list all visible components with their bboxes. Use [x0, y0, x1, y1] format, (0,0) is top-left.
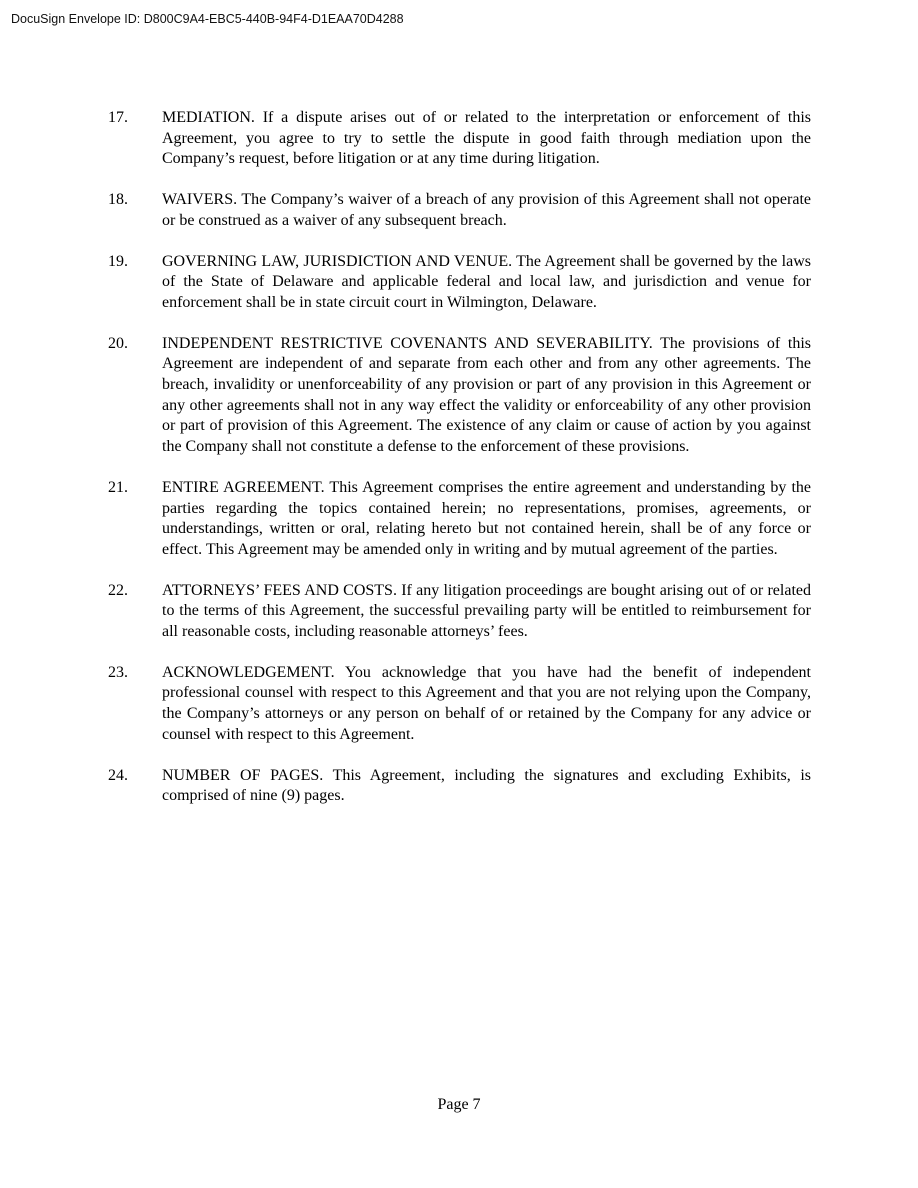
section-20: [108, 334, 811, 458]
section-23: [108, 663, 811, 746]
section-21: [108, 478, 811, 561]
section-17: [108, 108, 811, 170]
section-number: 20.: [108, 334, 128, 352]
section-number: 21.: [108, 478, 128, 496]
section-number: 22.: [108, 581, 128, 599]
page-number: Page 7: [437, 1096, 481, 1113]
section-text: WAIVERS. The Company’s waiver of a breach of any provision of this Agreement shall not operate or be construed as a waiver of any subsequent breach.: [162, 191, 811, 229]
agreement-sections: [108, 108, 811, 827]
section-number: 23.: [108, 663, 128, 681]
section-22: [108, 581, 811, 643]
section-19: [108, 252, 811, 314]
section-text: ATTORNEYS’ FEES AND COSTS. If any litigation proceedings are bought arising out of or related to the terms of this Agreement, the successful prevailing party will be entitled to reimbursement for all reasonable costs, including reasonable attorneys’ fees.: [162, 581, 811, 641]
section-18: [108, 190, 811, 231]
section-number: 19.: [108, 252, 128, 270]
section-text: ACKNOWLEDGEMENT. You acknowledge that you have had the benefit of independent professional counsel with respect to this Agreement and that you are not relying upon the Company, the Company’s attorneys or any person on behalf of or retained by the Company for any advice or counsel with respect to this Agreement.: [162, 663, 811, 743]
section-text: GOVERNING LAW, JURISDICTION AND VENUE. The Agreement shall be governed by the laws of the State of Delaware and applicable federal and local law, and jurisdiction and venue for enforcement shall be in state circuit court in Wilmington, Delaware.: [162, 252, 811, 311]
section-number: 17.: [108, 109, 128, 126]
docusign-envelope-id: DocuSign Envelope ID: D800C9A4-EBC5-440B-94F4-D1EAA70D4288: [11, 12, 404, 26]
section-number: 24.: [108, 766, 128, 784]
section-text: INDEPENDENT RESTRICTIVE COVENANTS AND SEVERABILITY. The provisions of this Agreement are independent of and separate from each other and from any other agreements. The breach, invalidity or unenforceability of any provision or part of any provision in this Agreement or any other agreements shall not in any way effect the validity or enforceability of any other provision or part of provision of this Agreement. The existence of any claim or cause of action by you against the Company shall not constitute a defense to the enforcement of these provisions.: [162, 334, 811, 456]
section-text: ENTIRE AGREEMENT. This Agreement comprises the entire agreement and understanding by the parties regarding the topics contained herein; no representations, promises, agreements, or understandings, written or oral, relating hereto but not contained herein, shall be of any force or effect. This Agreement may be amended only in writing and by mutual agreement of the parties.: [162, 478, 811, 558]
section-24: [108, 766, 811, 807]
section-text: NUMBER OF PAGES. This Agreement, including the signatures and excluding Exhibits, is comprised of nine (9) pages.: [162, 766, 811, 805]
section-number: 18.: [108, 191, 128, 209]
section-text: MEDIATION. If a dispute arises out of or related to the interpretation or enforcement of this Agreement, you agree to try to settle the dispute in good faith through mediation upon the Company’s request, before litigation or at any time during litigation.: [162, 109, 811, 168]
